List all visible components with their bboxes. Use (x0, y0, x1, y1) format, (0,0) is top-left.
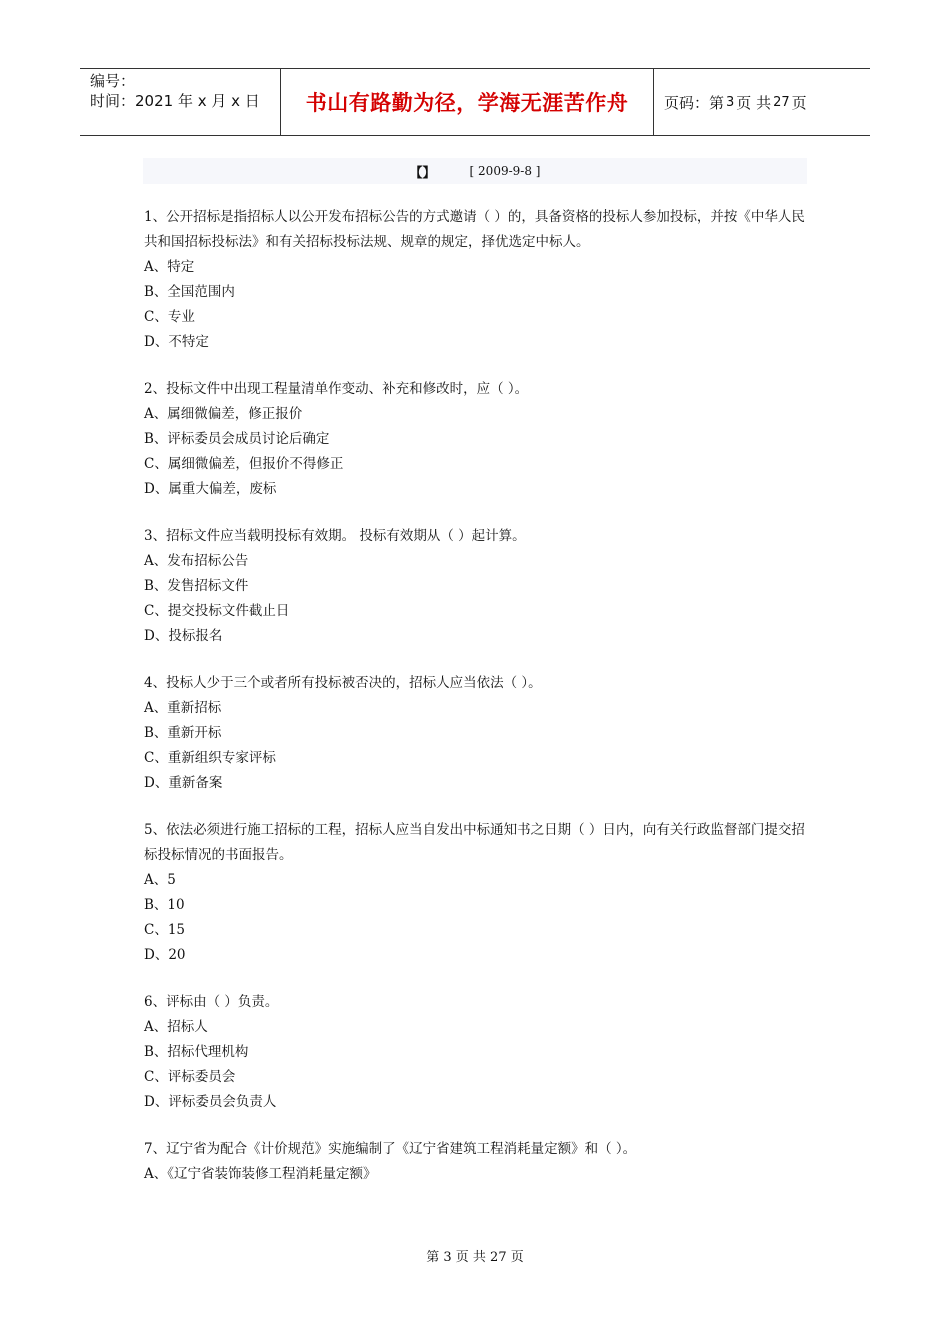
page-suffix: 页 (791, 93, 807, 112)
question-item (144, 818, 810, 968)
answer-option: B、招标代理机构 (144, 1044, 249, 1060)
question-stem: 4、投标人少于三个或者所有投标被否决的，招标人应当依法（ ）。 (144, 675, 542, 691)
page-mid: 页 共 (736, 93, 772, 112)
code-label: 编号： (90, 72, 136, 90)
page-footer: 第 3 页 共 27 页 (426, 1250, 524, 1265)
time-label: 时间：2021 年 x 月 x 日 (90, 92, 260, 110)
question-stem: 7、辽宁省为配合《计价规范》实施编制了《辽宁省建筑工程消耗量定额》和（ ）。 (144, 1141, 637, 1157)
answer-option: B、评标委员会成员讨论后确定 (144, 431, 330, 447)
answer-option: B、全国范围内 (144, 284, 235, 300)
question-stem: 5、依法必须进行施工招标的工程，招标人应当自发出中标通知书之日期（ ）日内，向有关行政监督部门提交招标投标情况的书面报告。 (144, 822, 805, 863)
question-stem: 1、公开招标是指招标人以公开发布招标公告的方式邀请（ ）的，具备资格的投标人参加投标，并按《中华人民共和国招标投标法》和有关招标投标法规、规章的规定，择优选定中标人。 (144, 209, 805, 250)
answer-option: A、属细微偏差，修正报价 (144, 406, 303, 422)
answer-option: C、15 (144, 922, 186, 938)
answer-option: D、投标报名 (144, 628, 223, 644)
header-meta (80, 69, 281, 135)
question-stem: 6、评标由（ ）负责。 (144, 994, 279, 1010)
answer-option: C、评标委员会 (144, 1069, 236, 1085)
answer-option: A、5 (144, 872, 176, 888)
answer-option: A、特定 (144, 259, 195, 275)
question-stem: 3、招标文件应当载明投标有效期。 投标有效期从（ ）起计算。 (144, 528, 526, 544)
page-prefix: 页码：第 (664, 93, 725, 112)
answer-option: B、重新开标 (144, 725, 222, 741)
answer-option: A、招标人 (144, 1019, 208, 1035)
header-page-info (654, 69, 870, 135)
answer-option: C、专业 (144, 309, 195, 325)
date-brackets: 【】 (409, 165, 436, 181)
page-number: 3 (726, 94, 735, 110)
answer-option: D、属重大偏差，废标 (144, 481, 277, 497)
page-header (80, 68, 870, 136)
date-text: [ 2009-9-8 ] (469, 164, 541, 178)
question-item (144, 1137, 810, 1187)
question-item (144, 205, 810, 355)
answer-option: D、评标委员会负责人 (144, 1094, 277, 1110)
answer-option: A、《辽宁省装饰装修工程消耗量定额》 (144, 1166, 377, 1182)
question-item (144, 524, 810, 649)
answer-option: D、不特定 (144, 334, 209, 350)
answer-option: B、10 (144, 897, 185, 913)
question-item (144, 990, 810, 1115)
answer-option: C、属细微偏差，但报价不得修正 (144, 456, 344, 472)
question-stem: 2、投标文件中出现工程量清单作变动、补充和修改时，应（ ）。 (144, 381, 529, 397)
answer-option: A、发布招标公告 (144, 553, 249, 569)
answer-option: A、重新招标 (144, 700, 222, 716)
answer-option: D、重新备案 (144, 775, 223, 791)
answer-option: C、重新组织专家评标 (144, 750, 276, 766)
date-bar (143, 158, 807, 184)
header-motto: 书山有路勤为径，学海无涯苦作舟 (281, 69, 654, 135)
answer-option: D、20 (144, 947, 186, 963)
answer-option: B、发售招标文件 (144, 578, 249, 594)
question-list (144, 205, 810, 1209)
question-item (144, 671, 810, 796)
answer-option: C、提交投标文件截止日 (144, 603, 290, 619)
question-item (144, 377, 810, 502)
page-total: 27 (773, 94, 790, 110)
